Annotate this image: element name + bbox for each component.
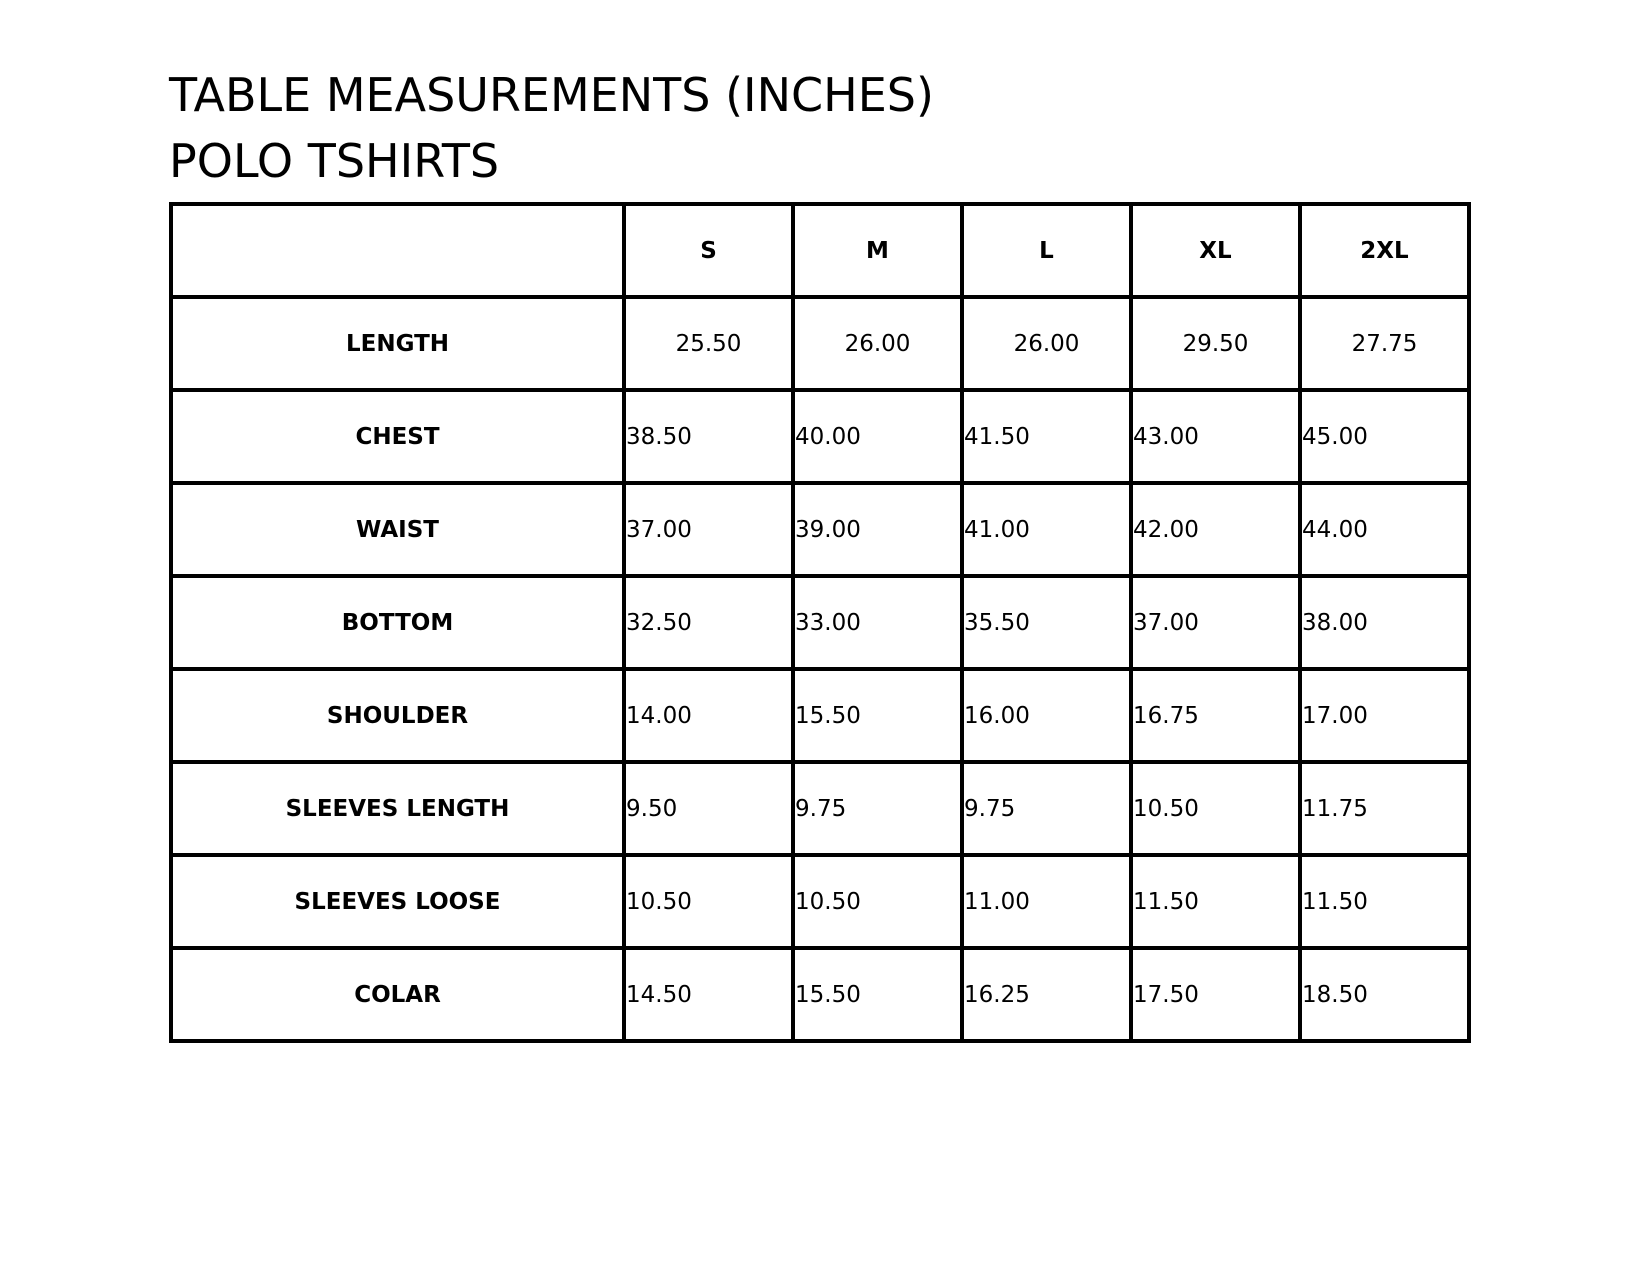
size-chart-table bbox=[169, 202, 1471, 1043]
table-cell: 43.00 bbox=[1131, 390, 1300, 483]
row-label-shoulder: SHOULDER bbox=[171, 669, 624, 762]
table-cell: 37.00 bbox=[1131, 576, 1300, 669]
row-label-sleeves-length: SLEEVES LENGTH bbox=[171, 762, 624, 855]
header-row bbox=[171, 204, 1469, 297]
table-cell: 11.00 bbox=[962, 855, 1131, 948]
table-cell: 10.50 bbox=[793, 855, 962, 948]
table-row bbox=[171, 855, 1469, 948]
table-cell: 26.00 bbox=[793, 297, 962, 390]
table-cell: 40.00 bbox=[793, 390, 962, 483]
table-row bbox=[171, 948, 1469, 1041]
table-cell: 17.50 bbox=[1131, 948, 1300, 1041]
table-cell: 15.50 bbox=[793, 669, 962, 762]
table-cell: 9.75 bbox=[962, 762, 1131, 855]
table-cell: 27.75 bbox=[1300, 297, 1469, 390]
size-header-l: L bbox=[962, 204, 1131, 297]
table-row bbox=[171, 762, 1469, 855]
table-cell: 45.00 bbox=[1300, 390, 1469, 483]
table-cell: 15.50 bbox=[793, 948, 962, 1041]
table-cell: 16.75 bbox=[1131, 669, 1300, 762]
table-cell: 32.50 bbox=[624, 576, 793, 669]
table-cell: 11.50 bbox=[1131, 855, 1300, 948]
table-cell: 10.50 bbox=[624, 855, 793, 948]
document-title bbox=[169, 62, 934, 194]
size-header-2xl: 2XL bbox=[1300, 204, 1469, 297]
title-line-measurements: TABLE MEASUREMENTS (INCHES) bbox=[169, 68, 934, 122]
size-header-s: S bbox=[624, 204, 793, 297]
title-line-product: POLO TSHIRTS bbox=[169, 134, 500, 188]
table-cell: 9.75 bbox=[793, 762, 962, 855]
table-cell: 10.50 bbox=[1131, 762, 1300, 855]
row-label-waist: WAIST bbox=[171, 483, 624, 576]
size-header-m: M bbox=[793, 204, 962, 297]
table-cell: 35.50 bbox=[962, 576, 1131, 669]
table-cell: 29.50 bbox=[1131, 297, 1300, 390]
size-header-xl: XL bbox=[1131, 204, 1300, 297]
table-cell: 37.00 bbox=[624, 483, 793, 576]
row-label-sleeves-loose: SLEEVES LOOSE bbox=[171, 855, 624, 948]
table-cell: 38.00 bbox=[1300, 576, 1469, 669]
table-cell: 44.00 bbox=[1300, 483, 1469, 576]
corner-cell bbox=[171, 204, 624, 297]
table-cell: 14.00 bbox=[624, 669, 793, 762]
table-cell: 38.50 bbox=[624, 390, 793, 483]
table-row bbox=[171, 576, 1469, 669]
table-cell: 41.00 bbox=[962, 483, 1131, 576]
row-label-length: LENGTH bbox=[171, 297, 624, 390]
table-cell: 11.75 bbox=[1300, 762, 1469, 855]
table-row bbox=[171, 483, 1469, 576]
table-cell: 18.50 bbox=[1300, 948, 1469, 1041]
table-cell: 26.00 bbox=[962, 297, 1131, 390]
table-row bbox=[171, 390, 1469, 483]
table-cell: 17.00 bbox=[1300, 669, 1469, 762]
table-cell: 39.00 bbox=[793, 483, 962, 576]
row-label-chest: CHEST bbox=[171, 390, 624, 483]
table-cell: 41.50 bbox=[962, 390, 1131, 483]
table-cell: 16.25 bbox=[962, 948, 1131, 1041]
table-cell: 16.00 bbox=[962, 669, 1131, 762]
table-cell: 14.50 bbox=[624, 948, 793, 1041]
table-cell: 9.50 bbox=[624, 762, 793, 855]
table-row bbox=[171, 297, 1469, 390]
table-cell: 42.00 bbox=[1131, 483, 1300, 576]
row-label-colar: COLAR bbox=[171, 948, 624, 1041]
table-row bbox=[171, 669, 1469, 762]
table-cell: 25.50 bbox=[624, 297, 793, 390]
row-label-bottom: BOTTOM bbox=[171, 576, 624, 669]
table-cell: 33.00 bbox=[793, 576, 962, 669]
table-cell: 11.50 bbox=[1300, 855, 1469, 948]
